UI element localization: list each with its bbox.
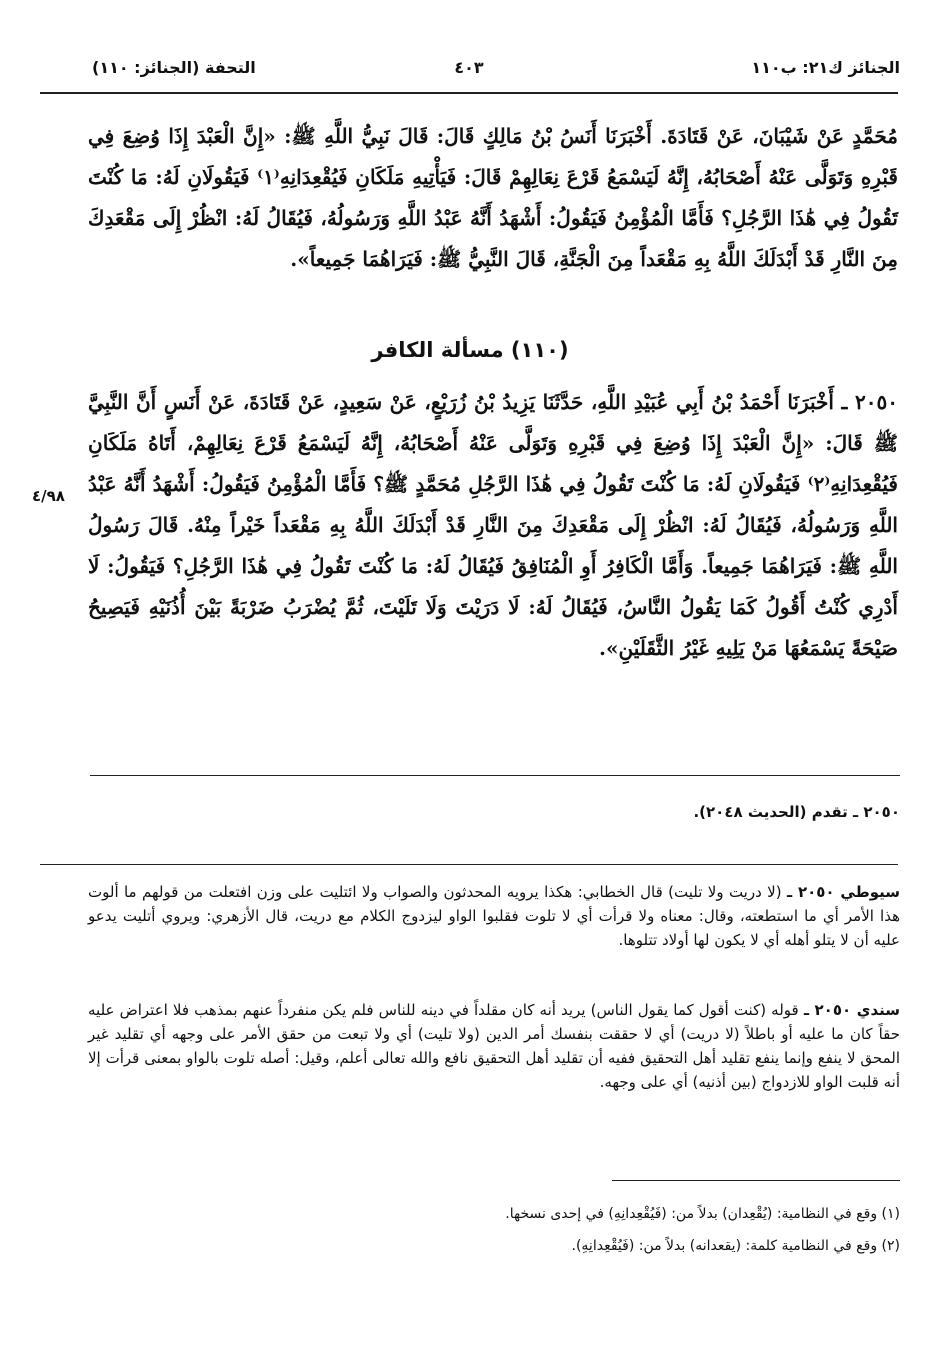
suyuti-commentary <box>88 880 900 988</box>
suyuti-label: سيوطي ٢٠٥٠ ـ <box>786 883 900 901</box>
header-rule <box>40 92 898 94</box>
commentary-rule <box>40 864 898 865</box>
suyuti-text: (لا دريت ولا تليت) قال الخطابي: هكذا يرويه المحدثون والصواب ولا ائتليت على وزن افتعلت من قولهم ما ألوت هذا الأمر أي ما استطعته، وقال: معناه ولا قرأت أي لا تلوت فقلبوا الواو ليزدوج الكلام مع دريت، قال الأزهري: ويروي أتليت يدعو عليه أن لا يتلو أهله أي لا يكون لها أولاد تتلوها. <box>88 883 900 949</box>
running-header-chapter: الجنائز ك٢١: ب١١٠ <box>751 58 900 77</box>
chapter-heading: (١١٠) مسألة الكافر <box>371 338 569 362</box>
sindi-text: قوله (كنت أقول كما يقول الناس) يريد أنه كان مقلداً في دينه للناس فلم يكن منفرداً عنهم بمذهب فلا اعتراض عليه حقاً كان ما عليه أو باطلاً (لا دريت) أي لا حققت بنفسك أمر الدين (ولا تليت) أي ولا تبعت من حقق الأمر على وجهه أي تقليد غير المحق لا ينفع وإنما ينفع تقليد أهل التحقيق ففيه أن تقليد أهل التحقيق نافع والله تعالى أعلم، وقيل: أصله تلوت بالواو بمعنى قرأت إلا أنه قلبت الواو للازدواج (بين أذنيه) أي على وجهه. <box>88 1001 900 1091</box>
hadith-continuation: مُحَمَّدٍ عَنْ شَيْبَانَ، عَنْ قَتَادَةَ. أَخْبَرَنَا أَنَسُ بْنُ مَالِكٍ قَالَ: قَالَ نَبِيُّ اللَّهِ ﷺ: «إِنَّ الْعَبْدَ إِذَا وُضِعَ فِي قَبْرِهِ وَتَوَلَّى عَنْهُ أَصْحَابُهُ، إِنَّهُ لَيَسْمَعُ قَرْعَ نِعَالِهِمْ قَالَ: فَيَأْتِيهِ مَلَكَانِ فَيُقْعِدَانِهِ⁽١⁾ فَيَقُولَانِ لَهُ: مَا كُنْتَ تَقُولُ فِي هَٰذَا الرَّجُلِ؟ فَأَمَّا الْمُؤْمِنُ فَيَقُولُ: أَشْهَدُ أَنَّهُ عَبْدُ اللَّهِ وَرَسُولُهُ، فَيُقَالُ لَهُ: انْظُرْ إِلَى مَقْعَدِكَ مِنَ النَّارِ قَدْ أَبْدَلَكَ اللَّهُ بِهِ مَقْعَداً مِنَ الْجَنَّةِ، قَالَ النَّبِيُّ ﷺ: فَيَرَاهُمَا جَمِيعاً». <box>88 124 898 271</box>
section-rule <box>90 775 900 776</box>
footnote-rule <box>612 1180 900 1181</box>
page-number: ٤٠٣ <box>454 58 484 77</box>
sindi-commentary <box>88 998 900 1138</box>
running-header-tuhfa: التحفة (الجنائز: ١١٠) <box>92 58 256 77</box>
cross-reference: ٢٠٥٠ ـ تقدم (الحديث ٢٠٤٨). <box>693 803 900 821</box>
hadith-2050: ٢٠٥٠ ـ أَخْبَرَنَا أَحْمَدُ بْنُ أَبِي عُبَيْدِ اللَّهِ، حَدَّثَنَا يَزِيدُ بْنُ زُرَيْعٍ، عَنْ سَعِيدٍ، عَنْ قَتَادَةَ، عَنْ أَنَسٍ أَنَّ النَّبِيَّ ﷺ قَالَ: «إِنَّ الْعَبْدَ إِذَا وُضِعَ فِي قَبْرِهِ وَتَوَلَّى عَنْهُ أَصْحَابُهُ، إِنَّهُ لَيَسْمَعُ قَرْعَ نِعَالِهِمْ، أَتَاهُ مَلَكَانِ فَيُقْعِدَانِهِ⁽٢⁾ فَيَقُولَانِ لَهُ: مَا كُنْتَ تَقُولُ فِي هَٰذَا الرَّجُلِ مُحَمَّدٍ ﷺ؟ فَأَمَّا الْمُؤْمِنُ فَيَقُولُ: أَشْهَدُ أَنَّهُ عَبْدُ اللَّهِ وَرَسُولُهُ، فَيُقَالُ لَهُ: انْظُرْ إِلَى مَقْعَدِكَ مِنَ النَّارِ قَدْ أَبْدَلَكَ اللَّهُ بِهِ مَقْعَداً خَيْراً مِنْهُ. قَالَ رَسُولُ اللَّهِ ﷺ: فَيَرَاهُمَا جَمِيعاً. وَأَمَّا الْكَافِرُ أَوِ الْمُنَافِقُ فَيُقَالُ لَهُ: مَا كُنْتَ تَقُولُ فِي هَٰذَا الرَّجُلِ؟ فَيَقُولُ: لَا أَدْرِي كُنْتُ أَقُولُ كَمَا يَقُولُ النَّاسُ، فَيُقَالُ لَهُ: لَا دَرَيْتَ وَلَا تَلَيْتَ، ثُمَّ يُضْرَبُ ضَرْبَةً بَيْنَ أُذُنَيْهِ فَيَصِيحُ صَيْحَةً يَسْمَعُهَا مَنْ يَلِيهِ غَيْرُ الثَّقَلَيْنِ». <box>88 390 898 660</box>
footnote-1: (١) وقع في النظامية: (يُقْعِدان) بدلاً من: (فَيُقْعِدانِهِ) في إحدى نسخها. <box>505 1206 900 1222</box>
sindi-label: سندي ٢٠٥٠ ـ <box>803 1001 900 1019</box>
margin-reference: ٤/٩٨ <box>32 487 65 505</box>
footnote-2: (٢) وقع في النظامية كلمة: (يقعدانه) بدلاً من: (فَيُقْعِدانِهِ). <box>571 1238 900 1254</box>
